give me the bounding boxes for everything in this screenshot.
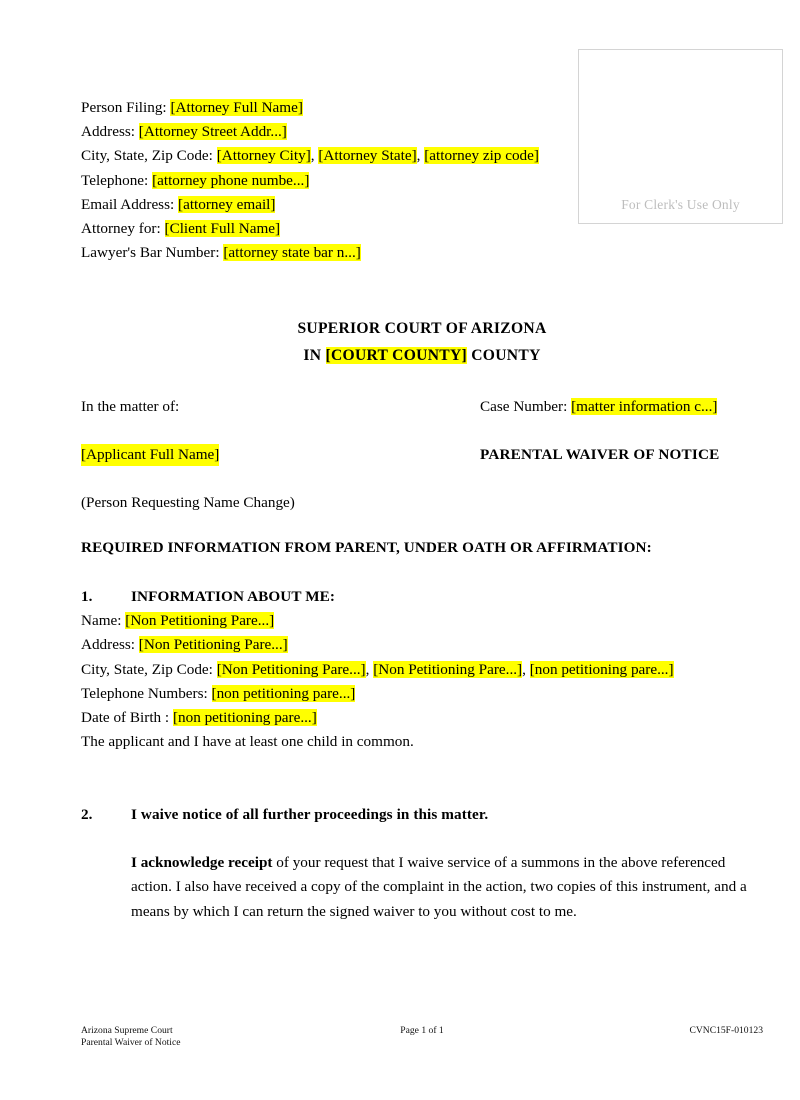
case-number-field (480, 396, 717, 418)
caption-row-matter (81, 396, 763, 444)
filer-email-label: Email Address: (81, 195, 175, 213)
filer-city-state-zip-line (81, 144, 551, 168)
parent-city-state-zip-line (81, 658, 763, 682)
filer-telephone-label: Telephone: (81, 171, 149, 189)
filer-email-line (81, 193, 551, 217)
case-number-label: Case Number: (480, 398, 568, 415)
item-1-title: INFORMATION ABOUT ME: (131, 588, 336, 605)
court-county-value[interactable]: [COURT COUNTY] (325, 347, 468, 364)
parent-telephone-label: Telephone Numbers: (81, 684, 208, 702)
clerk-use-box (578, 49, 783, 224)
person-filing-line (81, 96, 551, 120)
filer-city-value[interactable]: [Attorney City] (216, 147, 311, 165)
parent-name-line (81, 609, 763, 633)
filer-email-value[interactable]: [attorney email] (178, 195, 276, 213)
applicant-full-name-value[interactable]: [Applicant Full Name] (81, 444, 219, 466)
parent-address-value[interactable]: [Non Petitioning Pare...] (138, 636, 288, 654)
footer-form-code: CVNC15F-010123 (689, 1025, 763, 1036)
filer-address-value[interactable]: [Attorney Street Addr...] (138, 123, 287, 141)
filer-state-value[interactable]: [Attorney State] (318, 147, 417, 165)
child-in-common-text: The applicant and I have at least one child in common. (81, 733, 414, 751)
parent-telephone-line (81, 682, 763, 706)
filer-information-block (81, 96, 551, 265)
parent-name-value[interactable]: [Non Petitioning Pare...] (125, 612, 275, 630)
parent-dob-value[interactable]: [non petitioning pare...] (172, 709, 317, 727)
footer-page-number: Page 1 of 1 (400, 1025, 444, 1036)
applicant-subtitle: (Person Requesting Name Change) (81, 494, 295, 511)
footer-form-name: Parental Waiver of Notice (81, 1036, 181, 1048)
filer-telephone-value[interactable]: [attorney phone numbe...] (152, 171, 310, 189)
court-heading-line2 (81, 342, 763, 369)
case-number-value[interactable]: [matter information c...] (571, 398, 718, 415)
footer-court-name: Arizona Supreme Court (81, 1025, 173, 1036)
acknowledgement-lead: I acknowledge receipt (131, 854, 273, 872)
caption-row-subtitle (81, 492, 763, 514)
bar-number-line (81, 241, 551, 265)
filer-address-label: Address: (81, 123, 135, 141)
bar-number-label: Lawyer's Bar Number: (81, 244, 220, 262)
bar-number-value[interactable]: [attorney state bar n...] (223, 244, 361, 262)
caption-row-applicant (81, 444, 763, 492)
comma-4: , (522, 660, 526, 678)
filer-zip-value[interactable]: [attorney zip code] (424, 147, 539, 165)
attorney-for-value[interactable]: [Client Full Name] (164, 220, 281, 238)
court-heading-county-word: COUNTY (471, 347, 541, 364)
case-caption (81, 396, 763, 514)
filer-city-state-zip-label: City, State, Zip Code: (81, 147, 213, 165)
acknowledgement-paragraph (131, 851, 763, 924)
clerk-use-label: For Clerk's Use Only (621, 197, 740, 212)
filer-address-line (81, 120, 551, 144)
person-filing-label: Person Filing: (81, 99, 167, 116)
parent-name-label: Name: (81, 612, 122, 630)
filer-telephone-line (81, 169, 551, 193)
parent-address-label: Address: (81, 636, 135, 654)
item-2-head (81, 803, 763, 827)
parent-state-value[interactable]: [Non Petitioning Pare...] (373, 660, 523, 678)
page-footer (81, 1025, 763, 1051)
court-heading-in: IN (303, 347, 322, 364)
attorney-for-label: Attorney for: (81, 220, 161, 238)
child-in-common-statement (81, 730, 763, 754)
document-title: PARENTAL WAIVER OF NOTICE (480, 446, 720, 463)
acknowledgement-rest: of your request that I waive service of a summons in the above referenced action. I also have received a copy of the complaint in the action, two copies of this instrument, and a means by which I can return the signed waiver to you without cost to me. (131, 854, 747, 920)
item-1-fields (81, 609, 763, 754)
parent-city-value[interactable]: [Non Petitioning Pare...] (216, 660, 366, 678)
in-the-matter-of-label: In the matter of: (81, 398, 180, 415)
item-1 (81, 585, 763, 754)
parent-city-state-zip-label: City, State, Zip Code: (81, 660, 213, 678)
item-2-number: 2. (81, 806, 93, 823)
parent-address-line (81, 633, 763, 657)
attorney-for-line (81, 217, 551, 241)
person-filing-value[interactable]: [Attorney Full Name] (170, 99, 303, 116)
comma-2: , (416, 147, 421, 165)
item-1-number: 1. (81, 588, 93, 605)
parent-dob-label: Date of Birth : (81, 709, 170, 727)
comma-3: , (365, 660, 370, 678)
item-1-head (81, 585, 763, 609)
item-2-title: I waive notice of all further proceedings in this matter. (131, 806, 489, 823)
required-information-heading: REQUIRED INFORMATION FROM PARENT, UNDER OATH OR AFFIRMATION: (81, 539, 652, 556)
court-heading (81, 315, 763, 369)
comma-1: , (310, 147, 315, 165)
parent-zip-value[interactable]: [non petitioning pare...] (529, 660, 674, 678)
parent-telephone-value[interactable]: [non petitioning pare...] (211, 684, 356, 702)
parent-dob-line (81, 706, 763, 730)
item-2 (81, 803, 763, 939)
court-heading-line1: SUPERIOR COURT OF ARIZONA (297, 320, 547, 337)
